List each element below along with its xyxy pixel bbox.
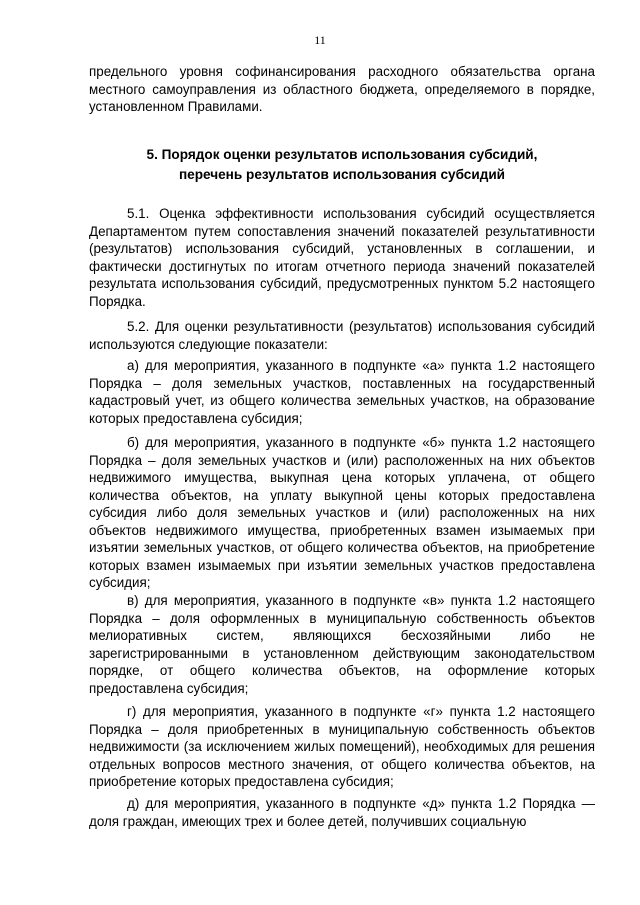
section-title bbox=[89, 145, 595, 185]
list-item-v: в) для мероприятия, указанного в подпункте «в» пункта 1.2 настоящего Порядка – доля оформленных в муниципальную собственность объектов мелиоративных систем, являющихся бесхозяйными либо не зарегистрированными в установленном действующим законодательством порядке, от общего количества объектов, на оформление которых предоставлена субсидия; bbox=[89, 593, 595, 696]
list-item-d: д) для мероприятия, указанного в подпункте «д» пункта 1.2 Порядка — доля граждан, имеющих трех и более детей, получивших социальную bbox=[89, 796, 595, 829]
section-title-line-2: перечень результатов использования субсидий bbox=[178, 167, 506, 182]
list-item-g: г) для мероприятия, указанного в подпункте «г» пункта 1.2 настоящего Порядка – доля приобретенных в муниципальную собственность объектов недвижимости (за исключением жилых помещений), необходимых для решения отдельных вопросов местного значения, от общего количества объектов, на приобретение которых предоставлена субсидия; bbox=[89, 704, 595, 789]
paragraph-5-1: 5.1. Оценка эффективности использования субсидий осуществляется Департаментом путем сопоставления значений показателей результативности (результатов) использования субсидий, установленных в соглашении, и фактически достигнутых по итогам отчетного периода значений показателей результата использования субсидий, предусмотренных пунктом 5.2 настоящего Порядка. bbox=[89, 206, 595, 309]
section-title-line-1: 5. Порядок оценки результатов использования субсидий, bbox=[146, 147, 538, 162]
page-number: 11 bbox=[314, 33, 326, 47]
paragraph-5-2: 5.2. Для оценки результативности (результатов) использования субсидий используются следующие показатели: bbox=[89, 319, 595, 352]
list-item-b: б) для мероприятия, указанного в подпункте «б» пункта 1.2 настоящего Порядка – доля земельных участков и (или) расположенных на них объектов недвижимого имущества, выкупная цена которых уплачена, от общего количества объектов, на уплату выкупной цены которых предоставлена субсидия либо доля земельных участков и (или) расположенных на них объектов недвижимого имущества, приобретенных взамен изымаемых при изъятии земельных участков, от общего количества объектов, на приобретение которых взамен изымаемых при изъятии земельных участков предоставлена субсидия; bbox=[89, 435, 595, 590]
list-item-a: а) для мероприятия, указанного в подпункте «а» пункта 1.2 настоящего Порядка – доля земельных участков, поставленных на государственный кадастровый учет, из общего количества земельных участков, на образование которых предоставлена субсидия; bbox=[89, 358, 595, 426]
intro-paragraph: предельного уровня софинансирования расходного обязательства органа местного самоуправления из областного бюджета, определяемого в порядке, установленном Правилами. bbox=[89, 64, 595, 114]
